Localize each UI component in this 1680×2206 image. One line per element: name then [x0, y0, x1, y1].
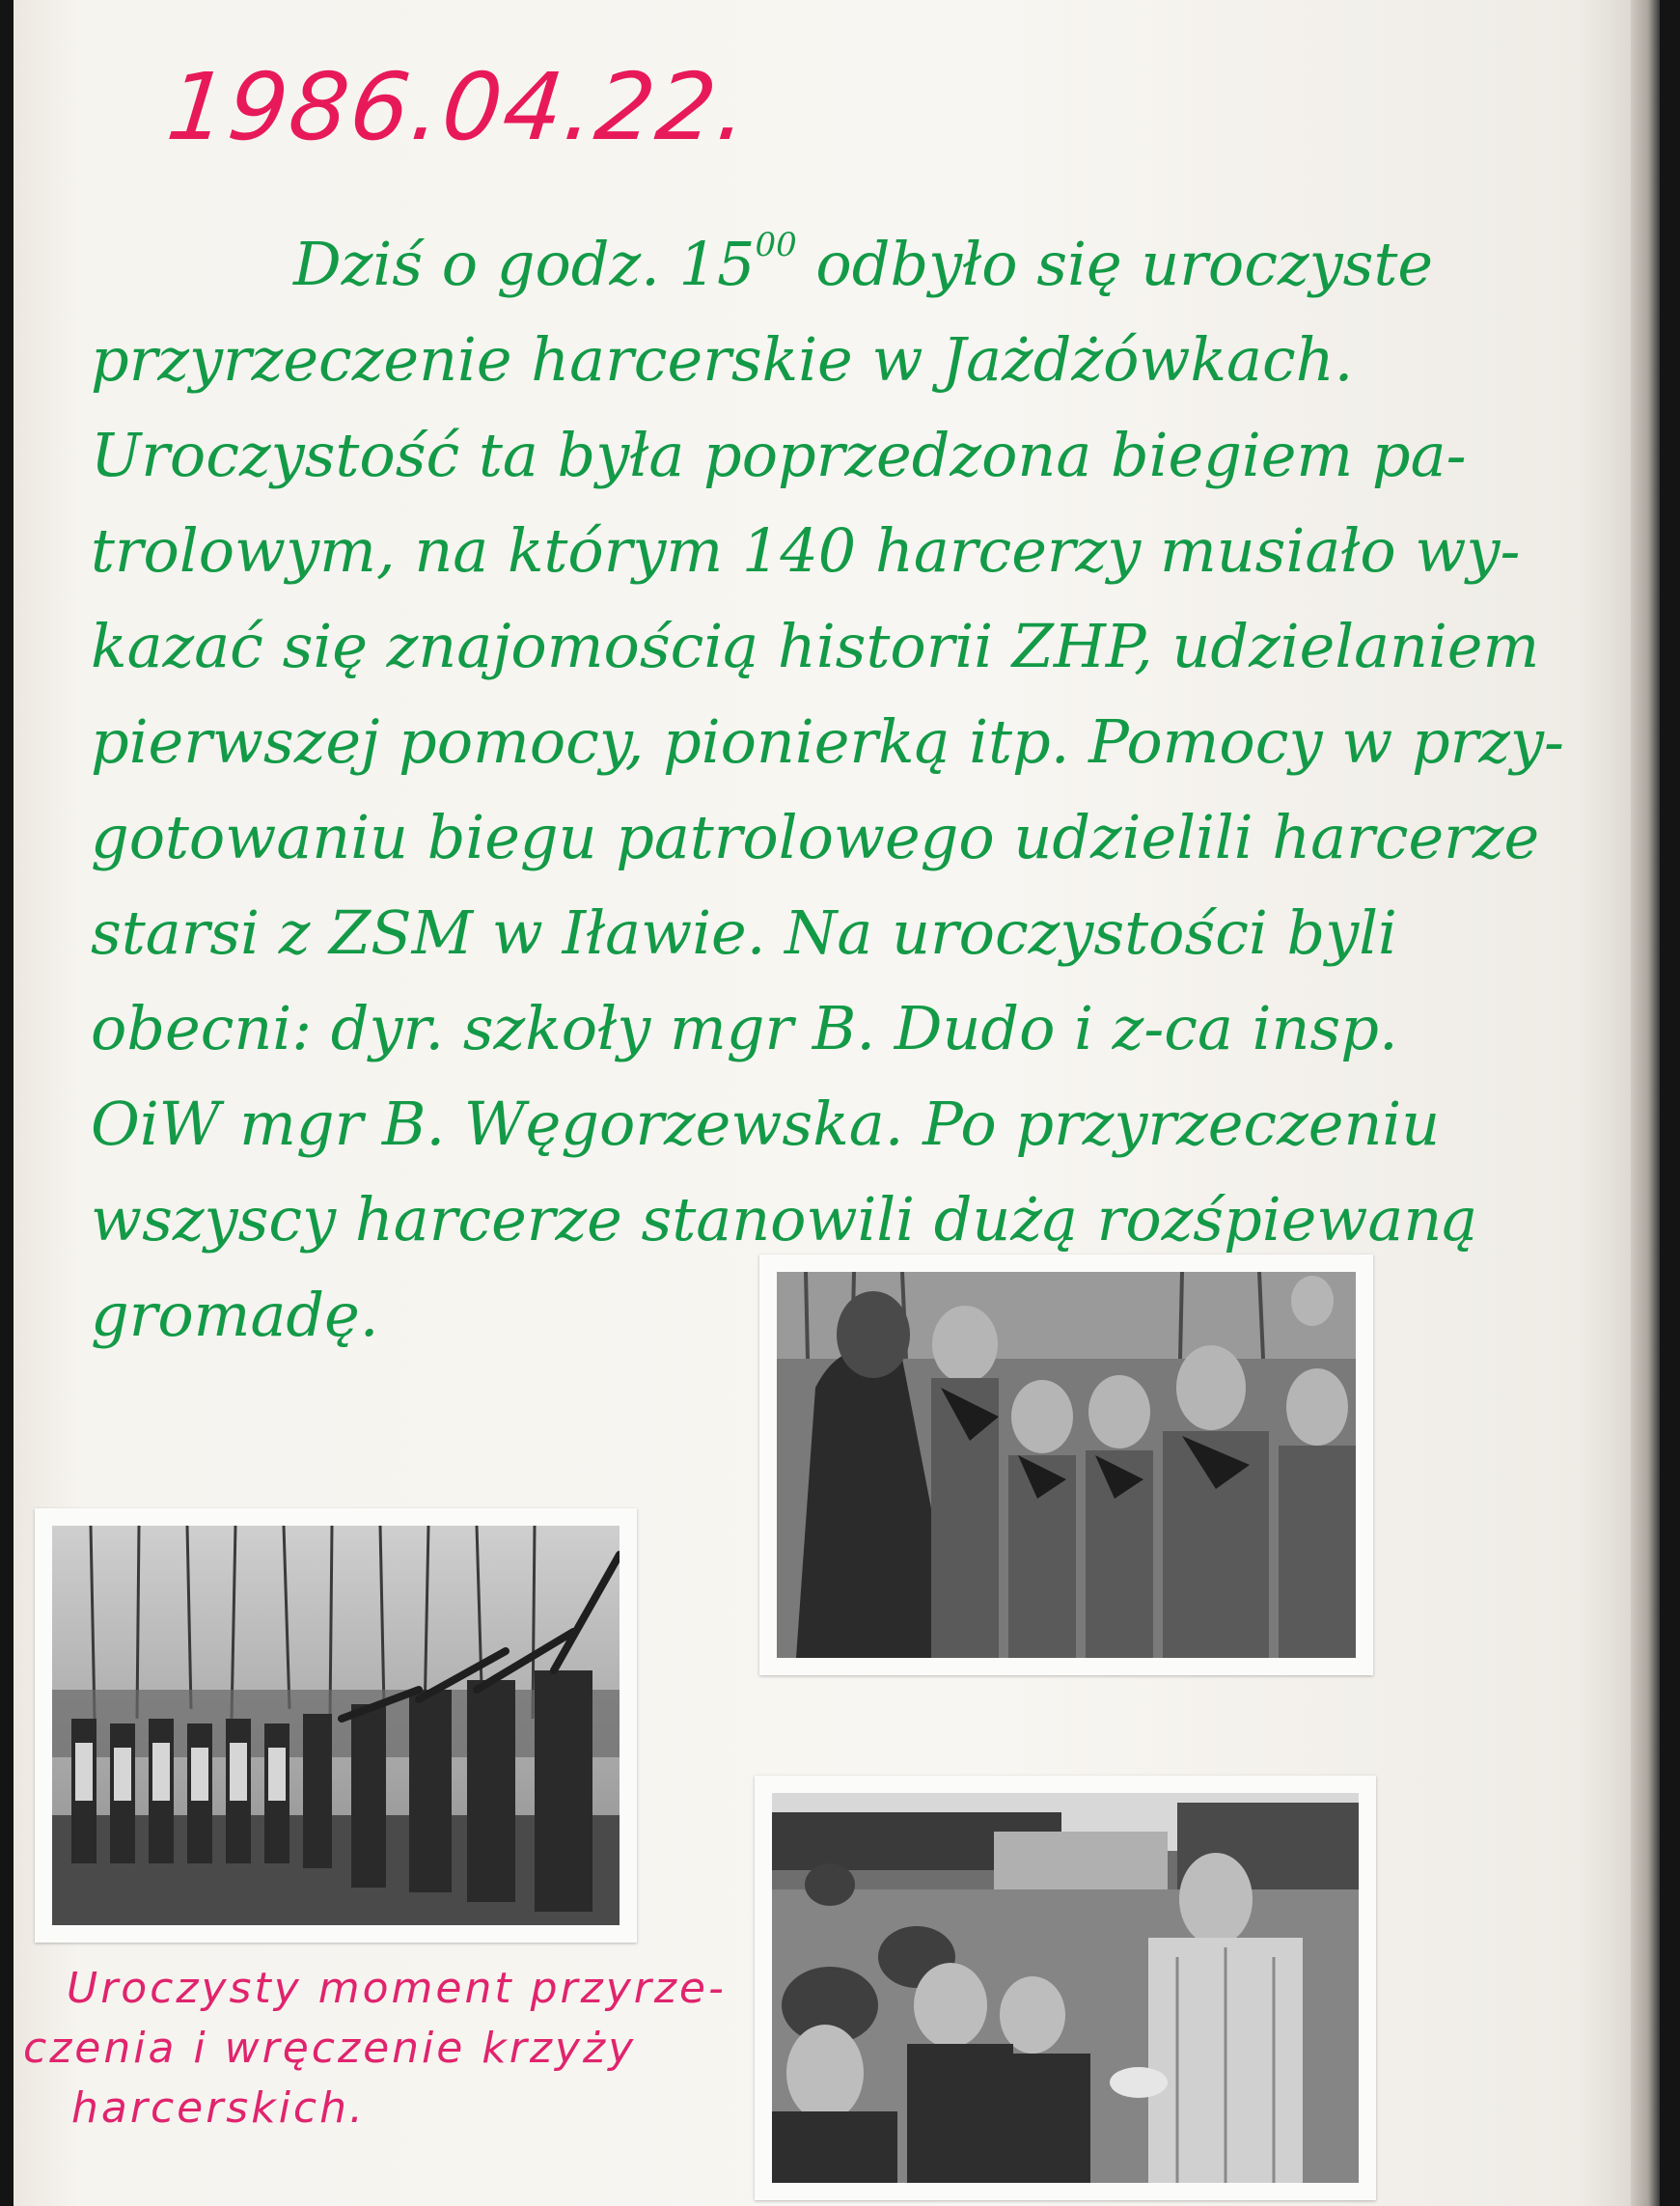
entry-line: gromadę.	[91, 1280, 379, 1350]
photo-instructor-scouts	[759, 1255, 1373, 1675]
entry-line: przyrzeczenie harcerskie w Jażdżówkach.	[91, 324, 1354, 395]
caption-line: czenia i wręczenie krzyży	[23, 2024, 637, 2073]
entry-line: kazać się znajomością historii ZHP, udzielaniem	[91, 611, 1540, 681]
entry-line: trolowym, na którym 140 harcerzy musiało wy-	[91, 515, 1521, 586]
photo-cross-awarding	[755, 1776, 1376, 2200]
superscript-minutes: 00	[755, 226, 797, 264]
instructor-scouts-illustration	[777, 1272, 1356, 1658]
photo-pledge-group-image	[52, 1526, 620, 1925]
handwritten-entry	[91, 198, 1635, 1363]
entry-date: 1986.04.22.	[162, 53, 756, 161]
entry-line: Uroczystość ta była poprzedzona biegiem pa-	[91, 420, 1467, 490]
album-page	[14, 0, 1644, 2206]
scouts-saluting-illustration	[52, 1526, 620, 1925]
entry-line: starsi z ZSM w Iławie. Na uroczystości byli	[91, 897, 1397, 968]
cross-awarding-illustration	[772, 1793, 1359, 2183]
entry-line: OiW mgr B. Węgorzewska. Po przyrzeczeniu	[91, 1089, 1441, 1159]
entry-line: Dziś o godz. $15^{00}$ odbyło się uroczyste	[293, 226, 1434, 299]
entry-line: pierwszej pomocy, pionierką itp. Pomocy w przy-	[91, 706, 1564, 777]
album-spine	[1631, 0, 1660, 2206]
caption-line: harcerskich.	[71, 2083, 366, 2133]
entry-line: gotowaniu biegu patrolowego udzielili harcerze	[91, 802, 1540, 872]
photo-pledge-group	[35, 1508, 637, 1943]
caption-line: Uroczysty moment przyrze-	[67, 1964, 727, 2013]
entry-line: wszyscy harcerze stanowili dużą rozśpiewaną	[91, 1184, 1478, 1255]
photo-cross-awarding-image	[772, 1793, 1359, 2183]
photo-instructor-scouts-image	[777, 1272, 1356, 1658]
entry-line: obecni: dyr. szkoły mgr B. Dudo i z-ca insp.	[91, 993, 1398, 1063]
photo-caption	[23, 1959, 737, 2138]
